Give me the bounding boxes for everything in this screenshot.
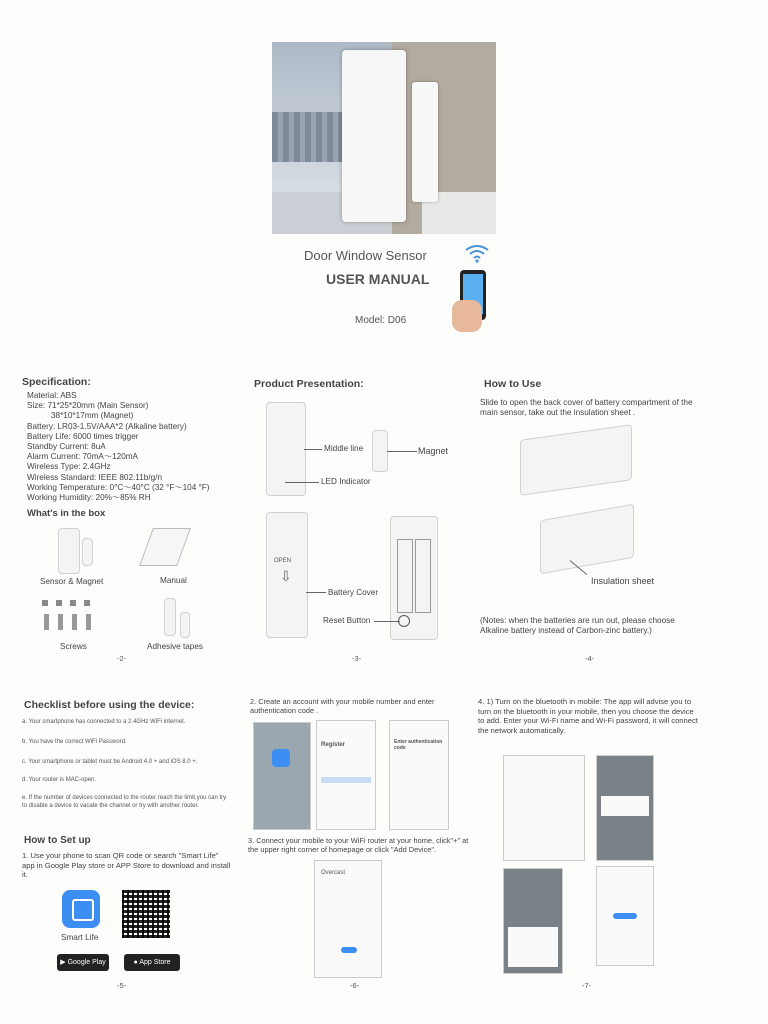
spec-line: Working Temperature: 0°C～40°C (32 °F～104 °F) <box>27 482 210 492</box>
battery-cover-label: Battery Cover <box>328 588 379 597</box>
device-list-screenshot <box>503 755 585 861</box>
auth-title: Enter authentication code <box>394 739 443 751</box>
presentation-heading: Product Presentation: <box>254 378 364 390</box>
checklist-item: a. Your smartphone has connected to a 2.4GHz WiFi internet. <box>22 719 186 725</box>
step2-text: 2. Create an account with your mobile number and enter authentication code . <box>250 697 435 716</box>
app-store-button[interactable] <box>124 954 180 971</box>
magnet-front-illustration <box>372 430 388 472</box>
checklist-heading: Checklist before using the device: <box>24 699 195 711</box>
add-device-button[interactable] <box>341 947 357 953</box>
page-number: -5- <box>117 981 127 990</box>
spec-line: Battery Life: 6000 times trigger <box>27 431 139 441</box>
box-manual-label: Manual <box>160 576 187 585</box>
register-screenshot <box>316 720 376 830</box>
tape-illustration <box>180 612 190 638</box>
spec-line: 38*10*17mm (Magnet) <box>51 411 134 421</box>
app-splash-screenshot <box>253 722 311 830</box>
magnet-photo <box>412 82 438 202</box>
sensor-illustration <box>58 528 80 574</box>
qr-code <box>122 890 170 938</box>
device-found-screenshot <box>503 868 563 974</box>
page-number: -7- <box>582 981 592 990</box>
step3-text: 3. Connect your mobile to your WiFi router at your home, click"+" at the upper right corner of homepage or click "Add Device". <box>248 836 469 855</box>
google-play-label: Google Play <box>67 959 106 966</box>
smart-life-label: Smart Life <box>61 933 99 942</box>
box-sensor-label: Sensor & Magnet <box>40 577 104 586</box>
sensor-photo <box>342 50 406 222</box>
page-number: -2- <box>117 654 127 663</box>
screws-illustration <box>42 600 100 630</box>
wifi-icon <box>464 243 490 263</box>
setup-heading: How to Set up <box>24 835 91 846</box>
spec-line: Wireless Standard: IEEE 802.11b/g/n <box>27 472 163 482</box>
auth-code-screenshot <box>389 720 449 830</box>
page-number: -6- <box>350 981 360 990</box>
weather-label: Overcast <box>321 870 346 876</box>
magnet-label: Magnet <box>418 446 449 456</box>
page-number: -4- <box>585 654 595 663</box>
google-play-button[interactable] <box>57 954 109 971</box>
middle-line-label: Middle line <box>324 444 364 453</box>
checklist-item: c. Your smartphone or tablet must be Android 4.0 + and iOS 8.0 +. <box>22 759 198 765</box>
checklist-item: e. If the number of devices connected to the router reach the limit,you can try to disable a device to vacate the channel or try with another router. <box>22 795 227 809</box>
phone-in-hand-illustration <box>452 270 492 334</box>
tape-illustration <box>164 598 176 636</box>
box-screws-label: Screws <box>60 642 87 651</box>
checklist-item: b. You have the correct WiFi Password. <box>22 739 127 745</box>
cover-model: Model: D06 <box>355 315 407 326</box>
spec-line: Material: ABS <box>27 391 77 400</box>
spec-heading: Specification: <box>22 376 91 388</box>
howto-notes: (Notes: when the batteries are run out, please choose Alkaline battery instead of Carbon-zinc battery.) <box>480 616 675 636</box>
page-number: -3- <box>352 654 362 663</box>
magnet-illustration <box>82 538 93 566</box>
homepage-screenshot <box>314 860 382 978</box>
app-store-label: App Store <box>139 959 171 966</box>
box-heading: What's in the box <box>27 508 106 519</box>
howto-heading: How to Use <box>484 378 542 390</box>
smart-life-app-icon <box>62 890 100 928</box>
arrow-down-icon: ⇩ <box>280 568 292 584</box>
insulation-label: Insulation sheet <box>591 576 655 586</box>
spec-line: Wireless Type: 2.4GHz <box>27 462 111 472</box>
box-tapes-label: Adhesive tapes <box>147 642 203 651</box>
howto-text: Slide to open the back cover of battery compartment of the main sensor, take out the insulation sheet . <box>480 398 693 418</box>
step4-text: 4. 1) Turn on the bluetooth in mobile: The app will advise you to turn on the bluetooth in your mobile, then you choose the device to add. Enter your Wi-Fi name and Wi-Fi password, it will connect the network automatically. <box>478 697 698 735</box>
setup-text: 1. Use your phone to scan QR code or search "Smart Life" app in Google Play store or APP Store to download and install it. <box>22 851 231 879</box>
spec-line: Size: 71*25*20mm (Main Sensor) <box>27 401 149 411</box>
confirm-button[interactable] <box>613 913 637 919</box>
manual-illustration <box>139 528 191 566</box>
spec-line: Battery: LR03-1.5V/AAA*2 (Alkaline battery) <box>27 421 187 431</box>
cover-title: Door Window Sensor <box>304 248 427 263</box>
spec-line: Standby Current: 8uA <box>27 442 106 452</box>
cover-subtitle: USER MANUAL <box>326 271 430 287</box>
reset-button-label: Reset Button <box>323 616 371 625</box>
open-label: OPEN <box>274 558 292 564</box>
wifi-password-screenshot <box>596 866 654 966</box>
sensor-open-illustration <box>520 424 632 496</box>
hero-photo <box>272 42 496 234</box>
apple-icon: ● <box>133 959 138 966</box>
spec-line: Alarm Current: 70mA～120mA <box>27 452 139 462</box>
checklist-item: d. Your router is MAC-open. <box>22 777 97 783</box>
bluetooth-prompt-screenshot <box>596 755 654 861</box>
spec-list <box>27 391 210 503</box>
sensor-batteries-illustration <box>540 504 634 575</box>
led-indicator-label: LED Indicator <box>321 477 371 486</box>
spec-line: Working Humidity: 20%～85% RH <box>27 493 151 503</box>
play-icon: ▶ <box>60 959 66 966</box>
register-title: Register <box>321 742 346 748</box>
